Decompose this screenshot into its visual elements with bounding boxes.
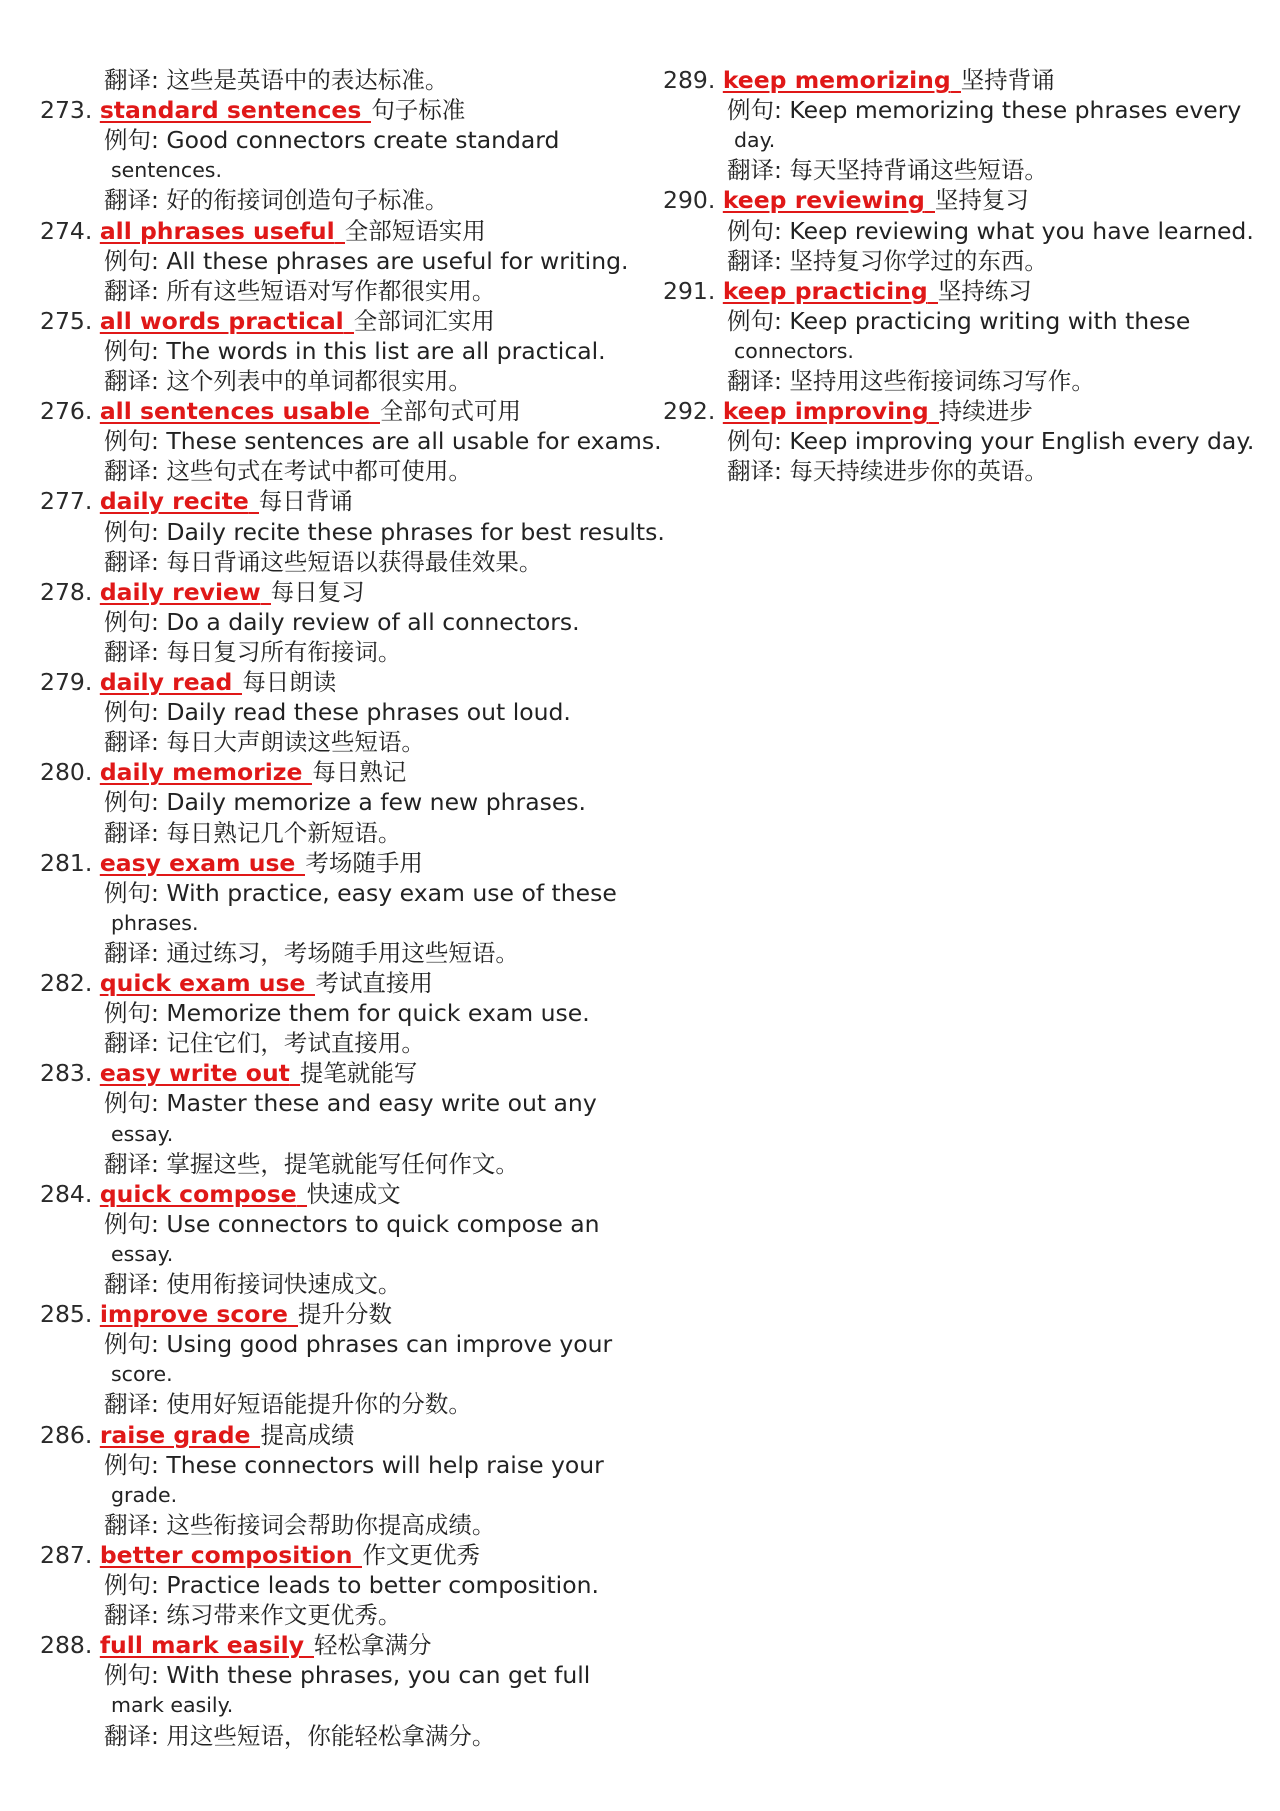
- translation-label: 翻译:: [104, 367, 167, 395]
- entry-number: 280.: [40, 758, 93, 787]
- entry-meaning: 考试直接用: [315, 969, 433, 997]
- entry-meaning: 快速成文: [306, 1179, 401, 1208]
- example-text: With these phrases, you can get full: [166, 1661, 591, 1690]
- example-text: Good connectors create standard: [166, 126, 560, 155]
- example-text: Use connectors to quick compose an: [166, 1209, 600, 1238]
- example-label: 例句:: [104, 1089, 167, 1118]
- entry-heading: [40, 1058, 417, 1088]
- term-underline: [250, 1422, 260, 1448]
- translation: [727, 155, 1048, 185]
- translation-text: 坚持复习你学过的东西。: [789, 246, 1048, 275]
- entry-term: keep memorizing: [722, 66, 951, 94]
- entry-meaning: 全部短语实用: [344, 216, 486, 245]
- translation-text: 这些句式在考试中都可使用。: [166, 457, 472, 486]
- entry-heading: [40, 1630, 432, 1660]
- entry-meaning: 提笔就能写: [299, 1059, 418, 1088]
- entry-heading: [40, 486, 353, 516]
- translation: [104, 1600, 401, 1630]
- example-text: All these phrases are useful for writing.: [166, 246, 629, 275]
- example-sentence: [104, 1088, 597, 1118]
- entry-term: raise grade: [99, 1420, 251, 1449]
- continuation-text: sentences.: [111, 158, 223, 183]
- term-underline: [928, 278, 938, 304]
- translation-label: 翻译:: [104, 276, 167, 305]
- translation: [104, 185, 448, 215]
- entry-meaning: 考场随手用: [305, 848, 423, 877]
- entry-meaning: 每日熟记: [312, 758, 407, 787]
- example-sentence: [104, 1209, 600, 1239]
- entry-number: 285.: [40, 1300, 93, 1329]
- translation-text: 这些是英语中的表达标准。: [166, 66, 449, 94]
- example-continuation: [111, 1359, 173, 1389]
- example-text: Keep practicing writing with these: [789, 306, 1191, 335]
- term-underline: [344, 308, 354, 334]
- term-underline: [361, 97, 371, 123]
- entry-term: quick compose: [99, 1179, 297, 1208]
- entry-number: 275.: [40, 306, 93, 335]
- example-sentence: [727, 306, 1190, 336]
- entry-number: 290.: [663, 186, 716, 215]
- example-label: 例句:: [104, 878, 167, 907]
- translation-text: 所有这些短语对写作都很实用。: [166, 276, 496, 305]
- example-sentence: [104, 336, 606, 366]
- example-text: Keep reviewing what you have learned.: [789, 216, 1254, 245]
- example-text: Daily memorize a few new phrases.: [166, 788, 587, 817]
- term-underline: [288, 1301, 298, 1327]
- translation-label: 翻译:: [104, 1601, 167, 1630]
- example-text: With practice, easy exam use of these: [166, 878, 617, 907]
- entry-number: 283.: [40, 1059, 93, 1088]
- entry-number: 277.: [40, 487, 93, 516]
- entry-number: 292.: [663, 397, 716, 426]
- example-sentence: [104, 998, 590, 1028]
- translation-label: 翻译:: [104, 547, 167, 576]
- entry-number: 286.: [40, 1420, 93, 1449]
- entry-heading: [40, 1540, 480, 1570]
- example-continuation: [734, 125, 775, 155]
- translation-text: 通过练习，考场随手用这些短语。: [166, 938, 519, 967]
- translation: [104, 1510, 495, 1540]
- example-text: The words in this list are all practical.: [166, 336, 606, 365]
- example-continuation: [111, 1119, 173, 1149]
- term-underline: [335, 218, 345, 244]
- translation-text: 每日复习所有衔接词。: [166, 637, 402, 666]
- example-continuation: [111, 1239, 173, 1269]
- translation-label: 翻译:: [727, 367, 790, 395]
- translation-label: 翻译:: [104, 1721, 167, 1750]
- entry-meaning: 全部句式可用: [379, 397, 521, 426]
- entry-heading: [663, 396, 1033, 426]
- translation-text: 练习带来作文更优秀。: [166, 1601, 402, 1630]
- entry-term: full mark easily: [99, 1631, 305, 1660]
- entry-term: standard sentences: [99, 96, 362, 125]
- translation-label: 翻译:: [104, 66, 167, 94]
- translation: [104, 1028, 425, 1058]
- example-label: 例句:: [104, 698, 167, 727]
- entry-meaning: 持续进步: [938, 397, 1033, 426]
- example-text: These sentences are all usable for exams.: [166, 427, 662, 456]
- example-label: 例句:: [104, 1661, 167, 1690]
- entry-heading: [40, 216, 486, 246]
- entry-heading: [40, 95, 465, 125]
- entry-term: all phrases useful: [99, 216, 335, 245]
- example-label: 例句:: [104, 336, 167, 365]
- example-sentence: [104, 426, 662, 456]
- entry-heading: [40, 1299, 392, 1329]
- example-label: 例句:: [104, 1330, 167, 1359]
- example-label: 例句:: [104, 246, 167, 275]
- entry-term: daily memorize: [99, 758, 303, 787]
- translation-label: 翻译:: [104, 1029, 167, 1058]
- entry-number: 288.: [40, 1631, 93, 1660]
- translation: [104, 938, 519, 968]
- example-sentence: [104, 1660, 590, 1690]
- example-label: 例句:: [104, 1450, 167, 1479]
- translation: [104, 1389, 472, 1419]
- entry-meaning: 提高成绩: [260, 1420, 355, 1449]
- translation-label: 翻译:: [727, 246, 790, 275]
- continuation-text: score.: [111, 1362, 173, 1387]
- example-continuation: [111, 1690, 233, 1720]
- example-label: 例句:: [104, 1209, 167, 1238]
- example-text: Daily read these phrases out loud.: [166, 698, 571, 727]
- entry-number: 279.: [40, 668, 93, 696]
- translation-label: 翻译:: [727, 156, 790, 185]
- example-continuation: [111, 155, 222, 185]
- term-underline: [925, 187, 935, 213]
- entry-meaning: 每日背诵: [258, 487, 353, 516]
- term-underline: [295, 850, 305, 876]
- translation-text: 坚持用这些衔接词练习写作。: [789, 367, 1095, 395]
- continuation-text: grade.: [111, 1482, 178, 1507]
- translation-text: 记住它们，考试直接用。: [166, 1029, 425, 1058]
- entry-term: easy write out: [99, 1059, 290, 1088]
- entry-term: daily review: [99, 577, 261, 606]
- term-underline: [302, 759, 312, 785]
- example-sentence: [104, 1450, 604, 1480]
- translation-text: 用这些短语，你能轻松拿满分。: [166, 1721, 496, 1750]
- term-underline: [951, 67, 961, 93]
- translation-text: 这些衔接词会帮助你提高成绩。: [166, 1510, 496, 1539]
- example-text: Keep improving your English every day.: [789, 427, 1255, 456]
- entry-number: 289.: [663, 66, 716, 94]
- example-label: 例句:: [104, 1571, 167, 1599]
- example-sentence: [104, 607, 580, 637]
- translation: [104, 65, 448, 95]
- entry-heading: [663, 276, 1032, 306]
- entry-number: 284.: [40, 1179, 93, 1208]
- entry-term: daily recite: [99, 487, 249, 516]
- entry-meaning: 句子标准: [371, 96, 466, 125]
- entry-number: 282.: [40, 969, 93, 997]
- example-label: 例句:: [104, 126, 167, 155]
- entry-heading: [663, 65, 1055, 95]
- term-underline: [261, 579, 271, 605]
- continuation-text: day.: [734, 128, 776, 153]
- example-text: Do a daily review of all connectors.: [166, 607, 580, 636]
- translation: [104, 1269, 401, 1299]
- example-label: 例句:: [104, 999, 167, 1028]
- example-label: 例句:: [104, 788, 167, 817]
- translation-text: 好的衔接词创造句子标准。: [166, 186, 449, 215]
- example-text: Daily recite these phrases for best results.: [166, 517, 665, 546]
- translation-text: 使用衔接词快速成文。: [166, 1270, 402, 1298]
- example-text: Master these and easy write out any: [166, 1089, 597, 1118]
- continuation-text: essay.: [111, 1121, 174, 1146]
- translation: [104, 637, 401, 667]
- entry-meaning: 坚持背诵: [960, 66, 1055, 94]
- translation-label: 翻译:: [104, 818, 167, 847]
- entry-term: daily read: [99, 668, 233, 696]
- entry-number: 291.: [663, 276, 716, 305]
- entry-term: easy exam use: [99, 848, 296, 877]
- term-underline: [304, 1632, 314, 1658]
- term-underline: [232, 669, 242, 695]
- entry-meaning: 作文更优秀: [362, 1540, 480, 1569]
- example-label: 例句:: [727, 306, 790, 335]
- translation-label: 翻译:: [104, 1270, 167, 1298]
- translation: [104, 727, 425, 757]
- entry-heading: [40, 396, 521, 426]
- continuation-text: essay.: [111, 1241, 174, 1266]
- example-sentence: [727, 426, 1254, 456]
- translation-text: 每日熟记几个新短语。: [166, 818, 402, 847]
- translation: [104, 1721, 495, 1751]
- example-label: 例句:: [727, 427, 790, 456]
- entry-term: better composition: [99, 1540, 353, 1569]
- translation-text: 每天坚持背诵这些短语。: [789, 156, 1048, 185]
- translation: [727, 456, 1048, 486]
- entry-number: 274.: [40, 216, 93, 245]
- example-label: 例句:: [727, 96, 790, 125]
- translation: [104, 456, 472, 486]
- translation-label: 翻译:: [104, 1149, 167, 1178]
- translation-text: 每日背诵这些短语以获得最佳效果。: [166, 547, 543, 576]
- example-sentence: [104, 517, 665, 547]
- example-continuation: [111, 908, 199, 938]
- entry-meaning: 每日朗读: [242, 668, 337, 696]
- example-sentence: [727, 216, 1254, 246]
- entry-meaning: 每日复习: [270, 577, 365, 606]
- entry-heading: [40, 306, 495, 336]
- entry-heading: [40, 968, 433, 998]
- translation: [727, 246, 1048, 276]
- entry-term: quick exam use: [99, 969, 306, 997]
- translation-text: 这个列表中的单词都很实用。: [166, 367, 472, 395]
- translation: [727, 366, 1095, 396]
- translation-text: 每天持续进步你的英语。: [789, 457, 1048, 486]
- continuation-text: mark easily.: [111, 1693, 234, 1718]
- example-text: These connectors will help raise your: [166, 1450, 604, 1479]
- example-text: Keep memorizing these phrases every: [789, 96, 1242, 125]
- example-continuation: [734, 336, 854, 366]
- term-underline: [370, 398, 380, 424]
- example-sentence: [104, 787, 586, 817]
- example-sentence: [104, 246, 628, 276]
- example-text: Using good phrases can improve your: [166, 1330, 613, 1359]
- example-label: 例句:: [104, 427, 167, 456]
- example-sentence: [104, 1329, 612, 1359]
- translation: [104, 366, 472, 396]
- entry-term: improve score: [99, 1300, 288, 1329]
- entry-meaning: 全部词汇实用: [353, 306, 495, 335]
- entry-term: keep reviewing: [722, 186, 925, 215]
- term-underline: [929, 398, 939, 424]
- translation-text: 每日大声朗读这些短语。: [166, 728, 425, 757]
- entry-number: 287.: [40, 1540, 93, 1569]
- example-sentence: [104, 125, 559, 155]
- entry-heading: [40, 757, 406, 787]
- entry-heading: [40, 848, 423, 878]
- continuation-text: phrases.: [111, 910, 199, 935]
- entry-number: 281.: [40, 848, 93, 877]
- entry-meaning: 提升分数: [297, 1300, 392, 1329]
- example-text: Memorize them for quick exam use.: [166, 999, 590, 1028]
- entry-meaning: 坚持复习: [934, 186, 1029, 215]
- example-sentence: [104, 1570, 599, 1600]
- entry-term: keep practicing: [722, 276, 928, 305]
- translation: [104, 818, 401, 848]
- entry-number: 273.: [40, 96, 93, 125]
- translation-label: 翻译:: [104, 457, 167, 486]
- translation-label: 翻译:: [104, 728, 167, 757]
- translation-label: 翻译:: [727, 457, 790, 486]
- translation: [104, 276, 495, 306]
- entry-heading: [40, 1179, 401, 1209]
- translation-text: 掌握这些，提笔就能写任何作文。: [166, 1149, 519, 1178]
- entry-term: all sentences usable: [99, 397, 370, 426]
- entry-term: all words practical: [99, 306, 344, 335]
- translation-label: 翻译:: [104, 1390, 167, 1419]
- example-sentence: [104, 878, 617, 908]
- term-underline: [352, 1542, 362, 1568]
- term-underline: [290, 1060, 300, 1086]
- entry-meaning: 轻松拿满分: [314, 1631, 432, 1660]
- example-label: 例句:: [104, 607, 167, 636]
- example-label: 例句:: [727, 216, 790, 245]
- entry-meaning: 坚持练习: [937, 276, 1032, 305]
- continuation-text: connectors.: [734, 338, 854, 363]
- translation: [104, 547, 542, 577]
- entry-number: 278.: [40, 577, 93, 606]
- example-continuation: [111, 1480, 177, 1510]
- entry-term: keep improving: [722, 397, 929, 426]
- example-label: 例句:: [104, 517, 167, 546]
- example-sentence: [727, 95, 1241, 125]
- translation-label: 翻译:: [104, 637, 167, 666]
- translation-text: 使用好短语能提升你的分数。: [166, 1390, 472, 1419]
- translation-label: 翻译:: [104, 1510, 167, 1539]
- example-sentence: [104, 697, 571, 727]
- entry-heading: [40, 667, 336, 697]
- entry-heading: [40, 1420, 354, 1450]
- example-text: Practice leads to better composition.: [166, 1571, 599, 1599]
- entry-heading: [663, 185, 1029, 215]
- term-underline: [297, 1181, 307, 1207]
- term-underline: [249, 488, 259, 514]
- entry-heading: [40, 577, 365, 607]
- translation-label: 翻译:: [104, 938, 167, 967]
- term-underline: [305, 970, 315, 996]
- entry-number: 276.: [40, 397, 93, 426]
- translation-label: 翻译:: [104, 186, 167, 215]
- translation: [104, 1149, 519, 1179]
